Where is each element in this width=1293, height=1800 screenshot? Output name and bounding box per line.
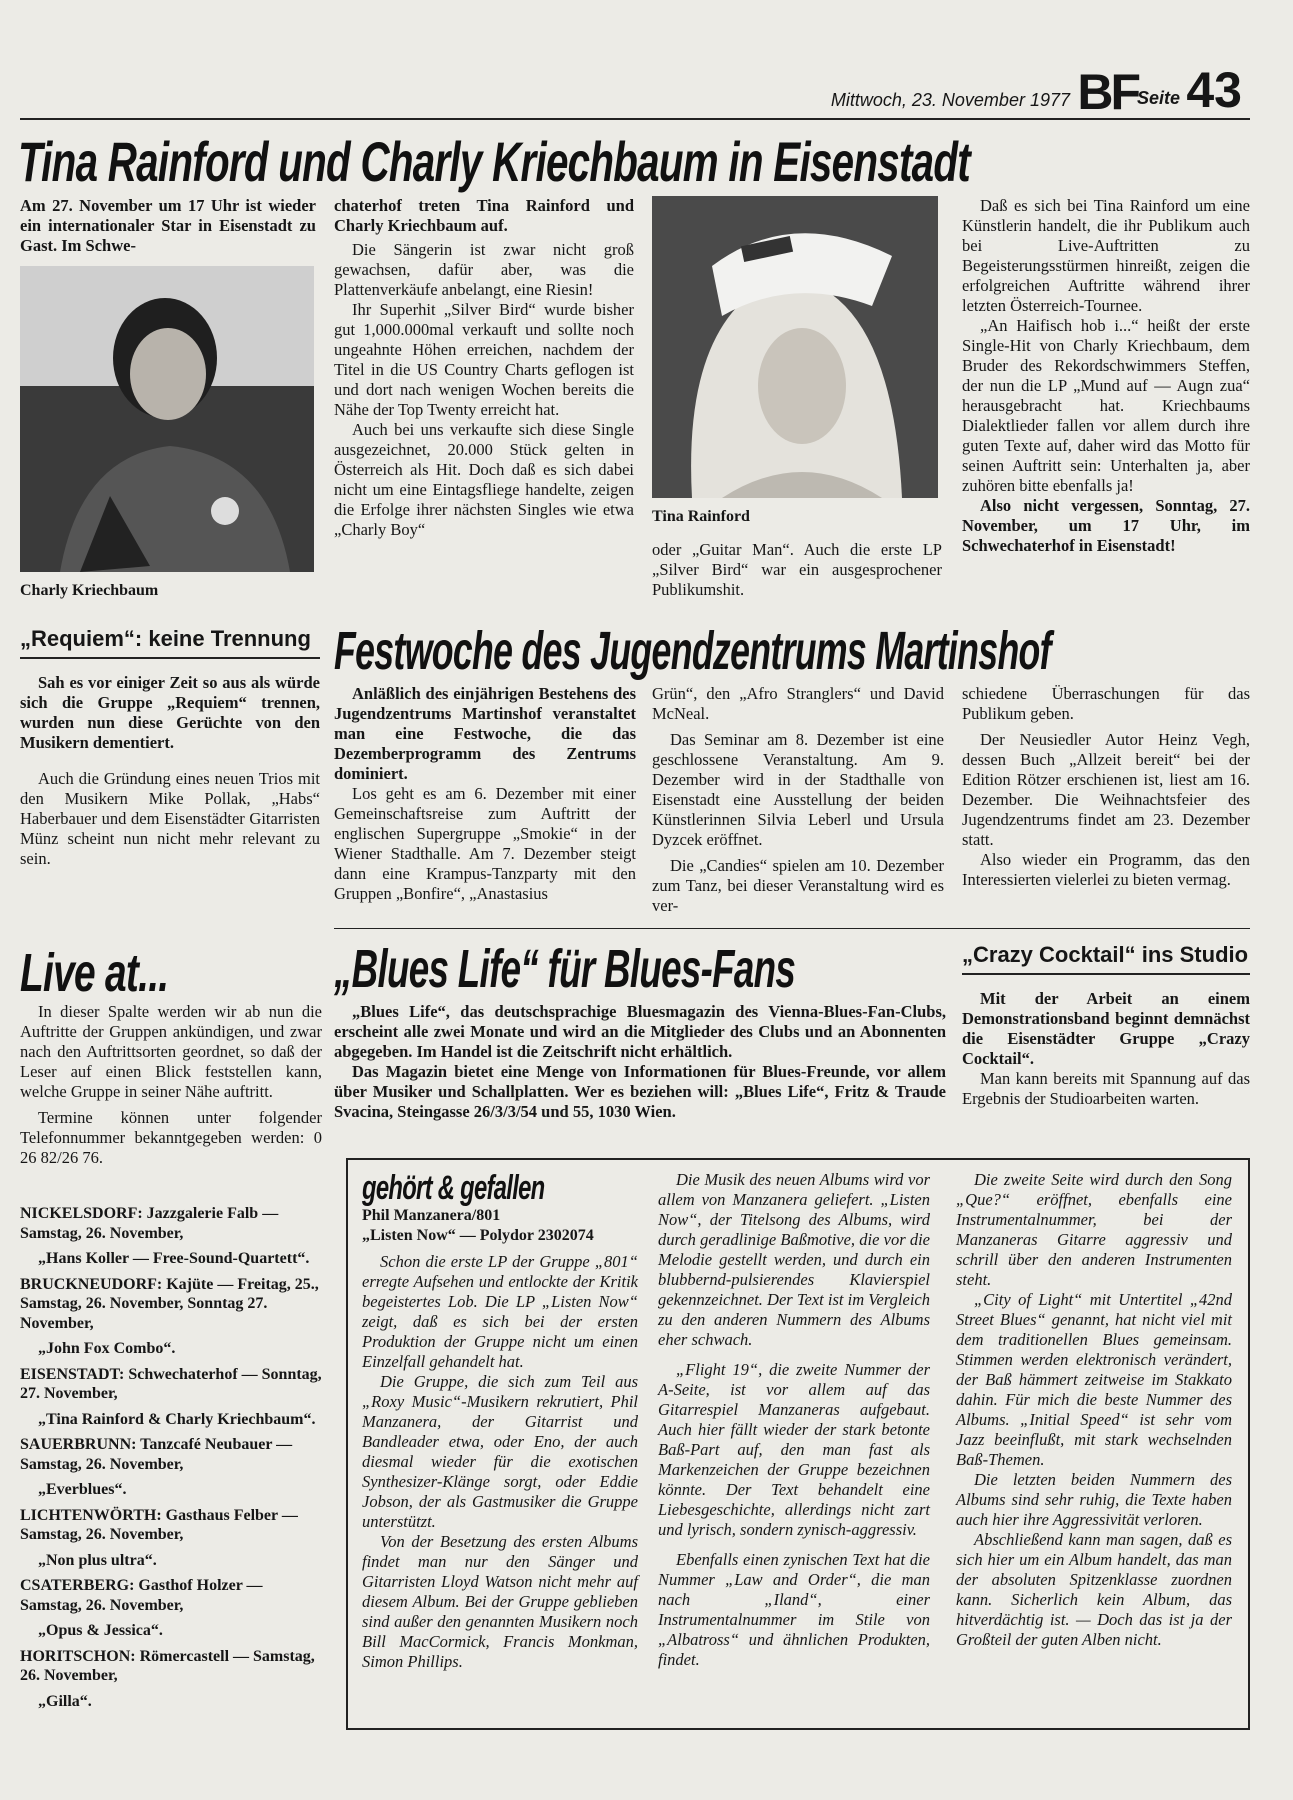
article-requiem: „Requiem“: keine Trennung Sah es vor einiger Zeit so aus als würde sich die Gruppe „Requiem“ trennen, wurden nun diese Gerüchte von den Musikern dementiert. Auch die Gründung eines neuen Trios mit den Musikern Mike Pollak, „Habs“ Haberbauer und dem Eisenstädter Gitarristen Münz scheint nun nicht mehr relevant zu sein. [20,626,320,868]
caption-charly: Charly Kriechbaum [20,582,159,599]
photo-tina-rainford [652,196,938,498]
review-column-2: Die Musik des neuen Albums wird vor allem von Manzanera geliefert. „Listen Now“, der Titelsong des Albums, wird durch geradlinige Baßmotive, die vor die Melodie gestellt werden, und durch ein blubbernd-pulsierendes Klavierspiel gekennzeichnet. Der Text ist im Vergleich zu den anderen Nummern des Albums eher schwach. „Flight 19“, die zweite Nummer der A-Seite, ist vor allem auf das Gitarrespiel Manzaneras aufgebaut. Auch hier fällt wieder der stark betonte Baß-Part auf, den man fast als Markenzeichen der Gruppe bezeichnen könnte. Der Text behandelt eine Liebesgeschichte, allerdings nicht zart und lyrisch, sondern zynisch-aggressiv. Ebenfalls einen zynischen Text hat die Nummer „Law and Order“, die man nach „Iland“, einer Instrumentalnummer im Stile von „Albatross“ und ähnlichen Produkten, findet. [658,1170,930,1669]
photo-charly-kriechbaum [20,266,314,572]
review-box [346,1158,1250,1730]
review-column-3: Die zweite Seite wird durch den Song „Que?“ eröffnet, ebenfalls eine Instrumentalnummer, bei der Manzaneras Gitarre aggressiv und schrill über den anderen Instrumenten steht. „City of Light“ mit Untertitel „42nd Street Blues“ genannt, hat nicht viel mit dem traditionellen Blues gemeinsam. Stimmen werden elektronisch verändert, der Baß hämmert zeitweise im Stakkato dahin. Für mich die beste Nummer des Albums. „Initial Speed“ ist sehr vom Jazz beeinflußt, mit stark wechselnden Baß-Themen. Die letzten beiden Nummern des Albums sind sehr ruhig, die Texte haben auch hier ihre Aggressivität verloren. Abschließend kann man sagen, daß es sich hier um ein Album handelt, das man der absoluten Spitzenklasse zuordnen kann. Sicherlich kein Album, das hitverdächtig ist. — Doch das ist ja der Großteil der guten Alben nicht. [956,1170,1232,1649]
headline-crazy-cocktail: „Crazy Cocktail“ ins Studio [962,942,1250,975]
festwoche-column-3: schiedene Überraschungen für das Publikum geben. Der Neusiedler Autor Heinz Vegh, dessen Buch „Allzeit bereit“ bei der Edition Rötzer erschienen ist, liest am 16. Dezember. Die Weihnachtsfeier des Jugendzentrums findet am 23. Dezember statt. Also wieder ein Programm, das den Interessierten vielerlei zu bieten vermag. [962,684,1250,889]
live-listings [20,1204,322,1717]
article-blues-life: „Blues Life“, das deutschsprachige Bluesmagazin des Vienna-Blues-Fan-Clubs, erscheint alle zwei Monate und wird an die Mitglieder des Clubs und an Abonnenten abgegeben. Im Handel ist die Zeitschrift nicht erhältlich. Das Magazin bietet eine Menge von Informationen für Blues-Freunde, vor allem über Musiker und Schallplatten. Wer es beziehen will: „Blues Life“, Fritz & Traude Svacina, Steingasse 26/3/3/54 und 55, 1030 Wien. [334,1002,946,1121]
festwoche-column-2: Grün“, den „Afro Stranglers“ und David McNeal. Das Seminar am 8. Dezember ist eine geschlossene Veranstaltung. Am 9. Dezember wird in der Stadthalle von Eisenstadt eine Ausstellung der beiden Künstlerinnen Silvia Leberl und Ursula Dyzcek eröffnet. Die „Candies“ spielen am 10. Dezember zum Tanz, bei dieser Veranstaltung wird es ver- [652,684,944,915]
article-crazy-cocktail: „Crazy Cocktail“ ins Studio Mit der Arbeit an einem Demonstrationsband beginnt demnächst die Eisenstädter Gruppe „Crazy Cocktail“. Man kann bereits mit Spannung auf das Ergebnis der Studioarbeiten warten. [962,942,1250,1108]
tina-lead: Am 27. November um 17 Uhr ist wieder ein internationaler Star in Eisenstadt zu Gast. Im Schwe- [20,196,316,255]
masthead-rule [20,118,1250,120]
listing-bruckneudorf: BRUCKNEUDORF: Kajüte — Freitag, 25., Samstag, 26. November, Sonntag 27. November, „John Fox Combo“. [20,1275,319,1357]
page-number: 43 [1186,62,1242,118]
listing-lichtenwoerth: LICHTENWÖRTH: Gasthaus Felber — Samstag, 26. November, „Non plus ultra“. [20,1506,298,1569]
charly-portrait-image [20,266,314,572]
tina-column-2: chaterhof treten Tina Rainford und Charly Kriechbaum auf. Die Sängerin ist zwar nicht groß gewachsen, dafür aber, was die Plattenverkäufe anbelangt, eine Riesin! Ihr Superhit „Silver Bird“ wurde bisher gut 1,000.000mal verkauft und sollte noch ungeahnte Höhen erreichen, nachdem der Titel in die US Country Charts geflogen ist und dort nach wenigen Wochen bereits die Nähe der Top Twenty erreicht hat. Auch bei uns verkaufte sich diese Single ausgezeichnet, 20.000 Stück gelten in Österreich als Hit. Doch daß es sich dabei nicht um eine Eintagsfliege handelte, zeigen die Erfolge ihrer nächsten Singles wie etwa „Charly Boy“ [334,196,634,539]
listing-sauerbrunn: SAUERBRUNN: Tanzcafé Neubauer — Samstag, 26. November, „Everblues“. [20,1436,293,1498]
listing-csaterberg: CSATERBERG: Gasthof Holzer — Samstag, 26. November, „Opus & Jessica“. [20,1577,263,1639]
tina-column-4: Daß es sich bei Tina Rainford um eine Künstlerin handelt, die ihr Publikum auch bei Live-Auftritten zu Begeisterungsstürmen hinreißt, zeigen die erfolgreichen Auftritte während ihrer letzten Österreich-Tournee. „An Haifisch hob i...“ heißt der erste Single-Hit von Charly Kriechbaum, dem Bruder des Rekordschwimmers Steffen, der nun die LP „Mund auf — Augn zua“ herausgebracht hat. Kriechbaums Dialektlieder fallen vor allem durch ihre guten Texte auf, daher wird das Motto für seinen Auftritt sein: Unterhalten ja, aber zuhören bitte ebenfalls ja! Also nicht vergessen, Sonntag, 27. November, um 17 Uhr, im Schwechaterhof in Eisenstadt! [962,196,1250,555]
section-divider [334,928,1250,929]
festwoche-column-1: Anläßlich des einjährigen Bestehens des Jugendzentrums Martinshof veranstaltet man eine Festwoche, die das Dezemberprogramm des Zentrums dominiert. Los geht es am 6. Dezember mit einer Gemeinschaftsreise zum Auftritt der englischen Supergruppe „Smokie“ in der Wiener Stadthalle. Am 7. Dezember steigt dann eine Krampus-Tanzparty mit den Gruppen „Bonfire“, „Anastasius [334,684,636,903]
headline-requiem: „Requiem“: keine Trennung [20,626,320,659]
live-intro: In dieser Spalte werden wir ab nun die Auftritte der Gruppen ankündigen, und zwar nach den Auftrittsorten geordnet, so daß der Leser auf einen Blick feststellen kann, welche Gruppe in seiner Nähe auftritt. Termine können unter folgender Telefonnummer bekanntgegeben werden: 0 26 82/26 76. [20,1002,322,1167]
listing-eisenstadt: EISENSTADT: Schwechaterhof — Sonntag, 27. November, „Tina Rainford & Charly Kriechbaum“. [20,1365,322,1428]
page-label: Seite [1136,88,1180,108]
headline-tina-charly: Tina Rainford und Charly Kriechbaum in Eisenstadt [18,130,970,193]
listing-nickelsdorf: NICKELSDORF: Jazzgalerie Falb — Samstag, 26. November, „Hans Koller — Free-Sound-Quartett“. [20,1205,310,1267]
review-column-1: gehört & gefallen Phil Manzanera/801 „Listen Now“ — Polydor 2302074 Schon die erste LP der Gruppe „801“ erregte Aufsehen und entlockte der Kritik begeistertes Lob. Die LP „Listen Now“ zeigt, daß es sich bei der ersten Produktion der Gruppe nicht um einen Einzelfall gehandelt hat. Die Gruppe, die sich zum Teil aus „Roxy Music“-Musikern rekrutiert, Phil Manzanera, der Gitarrist und Bandleader etwa, oder Eno, der auch diesmal wieder für die exotischen Synthesizer-Klänge sorgt, oder Eddie Jobson, der als Gastmusiker die Gruppe unterstützt. Von der Besetzung des ersten Albums findet man nur den Sänger und Gitarristen Lloyd Watson nicht mehr auf diesem Album. Bei der Gruppe geblieben sind außer den genannten Musikern noch Bill MacCormick, Francis Monkman, Simon Phillips. [362,1169,638,1671]
tina-portrait-image [652,196,938,498]
headline-gehoert-gefallen: gehört & gefallen [362,1169,545,1207]
headline-festwoche: Festwoche des Jugendzentrums Martinshof [334,621,1051,681]
listing-horitschon: HORITSCHON: Römercastell — Samstag, 26. November, „Gilla“. [20,1647,315,1710]
caption-tina: Tina Rainford [652,508,750,525]
newspaper-logo: BF [1077,64,1138,120]
headline-blues-life: „Blues Life“ für Blues-Fans [334,939,796,999]
issue-date: Mittwoch, 23. November 1977 [830,90,1070,110]
tina-column-3: oder „Guitar Man“. Auch die erste LP „Silver Bird“ war ein ausgesprochener Publikumshit. [652,540,942,599]
masthead [20,60,1250,120]
headline-live-at: Live at... [20,943,169,1003]
